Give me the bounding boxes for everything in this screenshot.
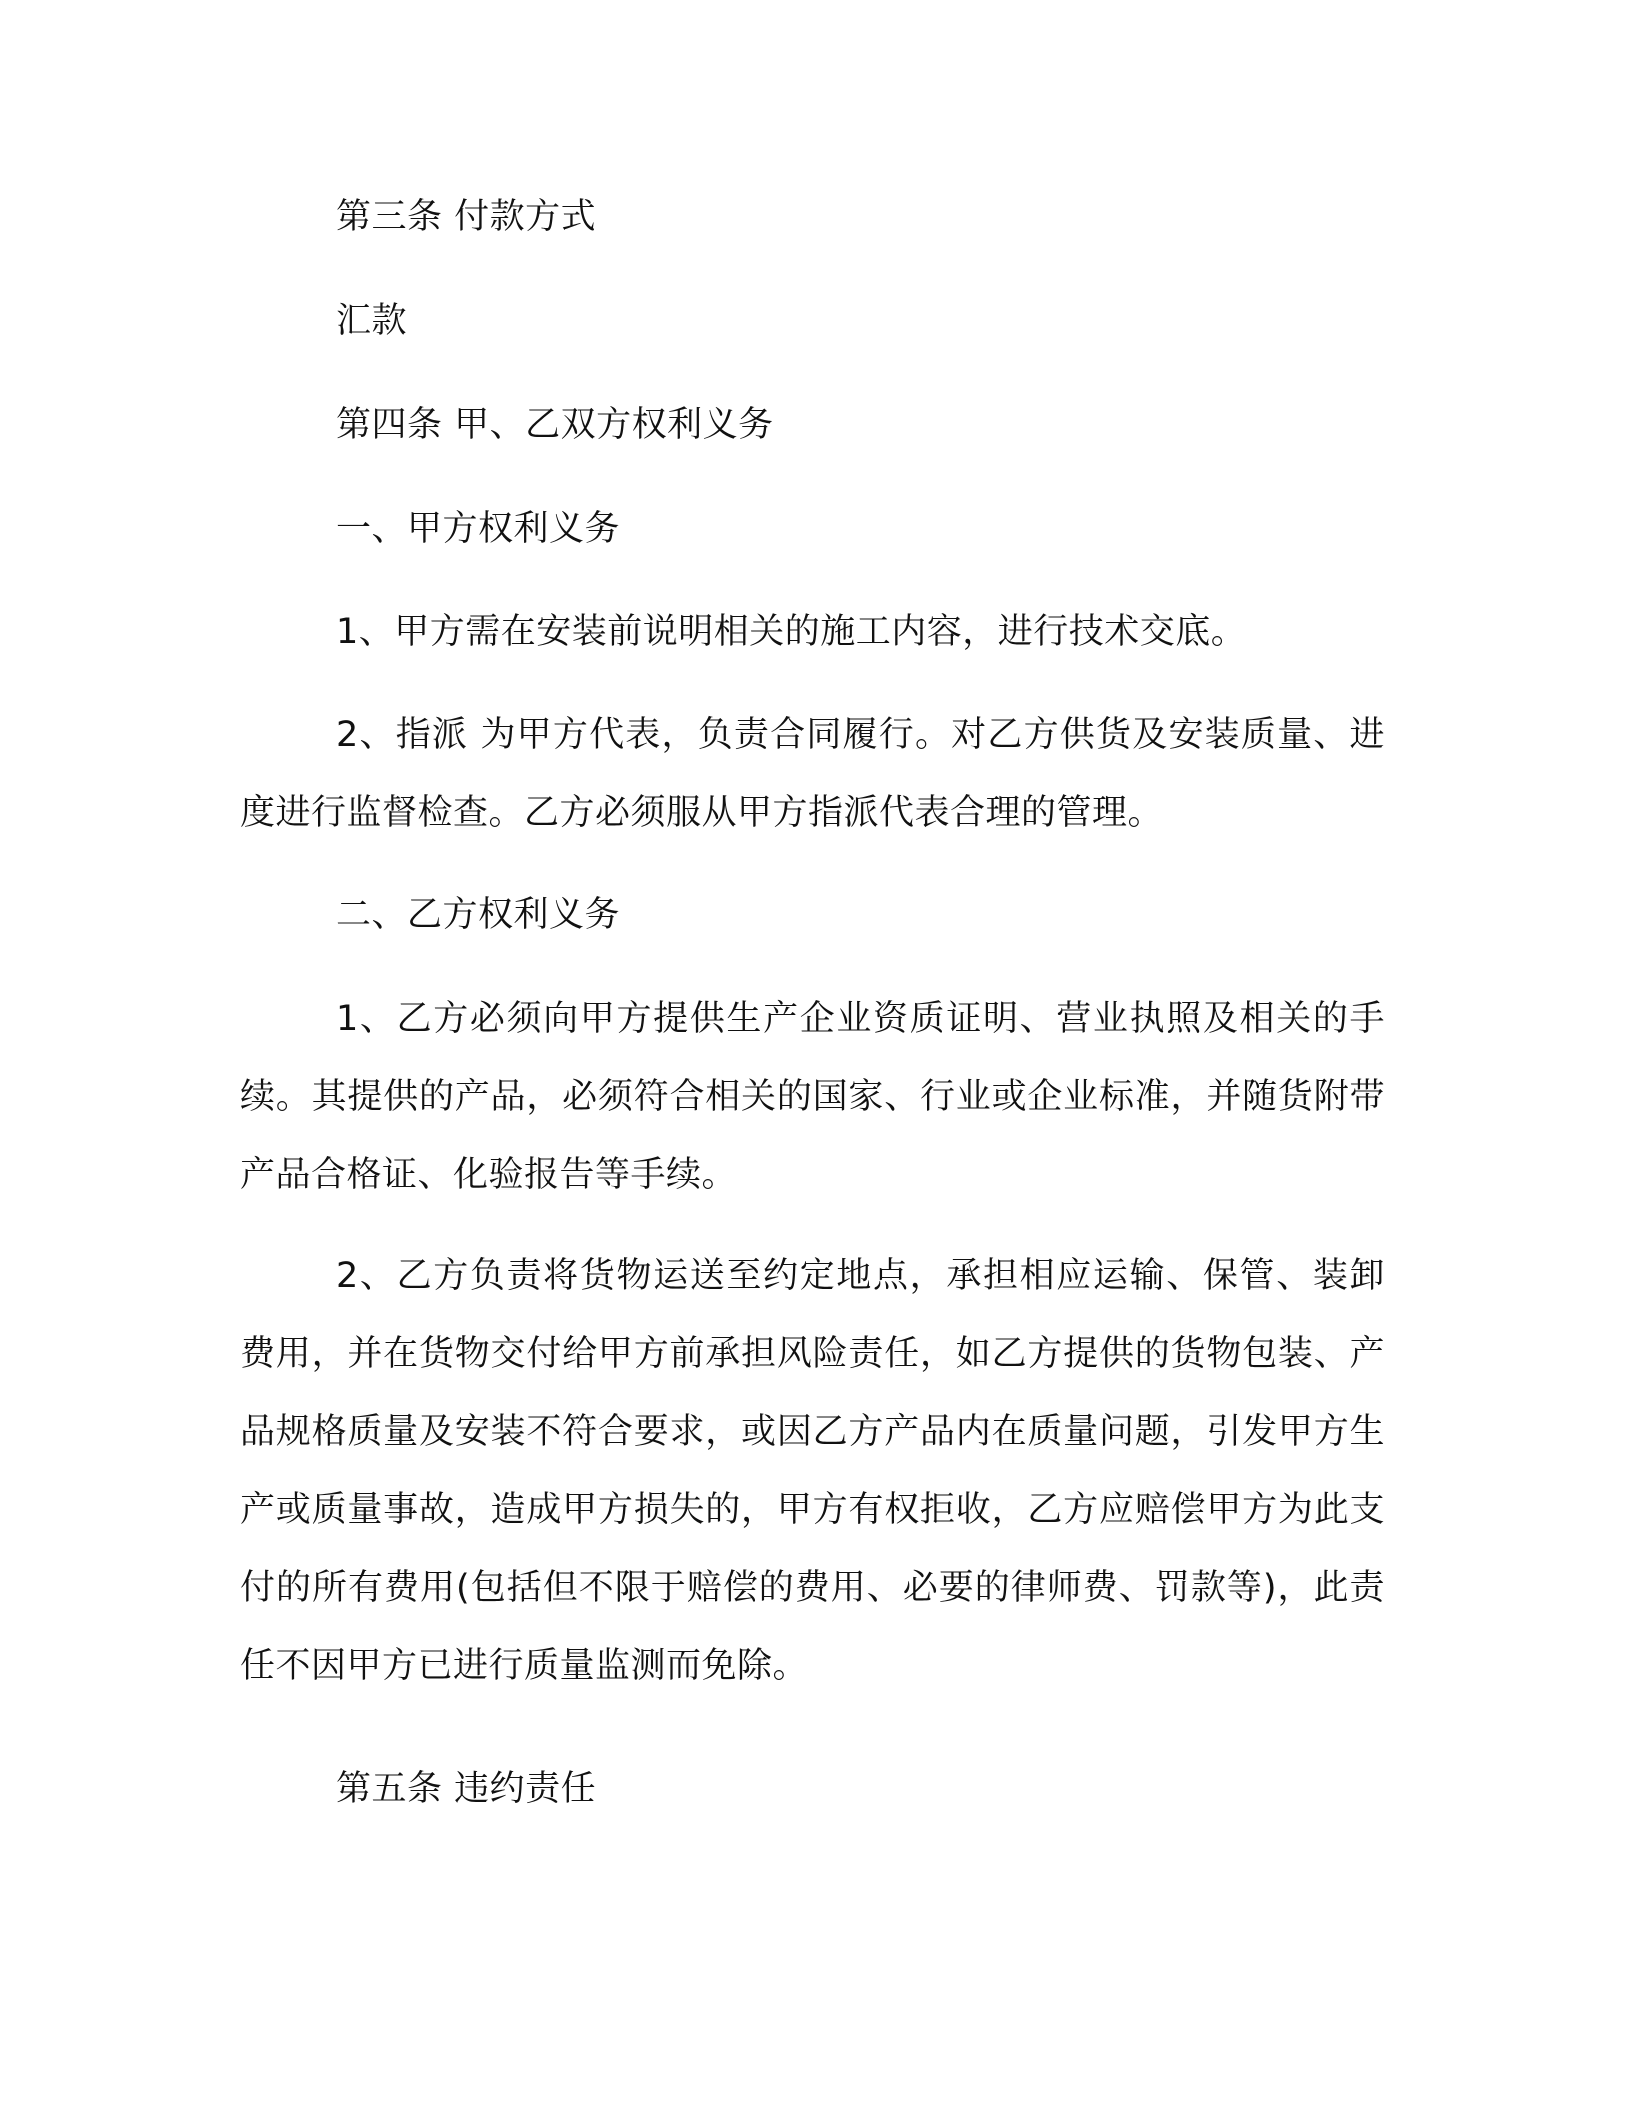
party-b-clause-2: 2、乙方负责将货物运送至约定地点，承担相应运输、保管、装卸费用，并在货物交付给甲方前承担风险责任，如乙方提供的货物包装、产品规格质量及安装不符合要求，或因乙方产品内在质量问题，引发甲方生产或质量事故，造成甲方损失的，甲方有权拒收，乙方应赔偿甲方为此支付的所有费用(包括但不限于赔偿的费用、必要的律师费、罚款等)，此责任不因甲方已进行质量监测而免除。 (240, 1256, 1385, 1686)
section-heading-liability: 第五条 违约责任 (336, 1769, 597, 1809)
party-b-clause-1: 1、乙方必须向甲方提供生产企业资质证明、营业执照及相关的手续。其提供的产品，必须符合相关的国家、行业或企业标准，并随货附带产品合格证、化验报告等手续。 (240, 999, 1385, 1195)
subheading-party-b: 二、乙方权利义务 (336, 895, 621, 935)
section-heading-payment: 第三条 付款方式 (336, 197, 597, 237)
subheading-party-a: 一、甲方权利义务 (336, 509, 621, 549)
party-a-clause-1: 1、甲方需在安装前说明相关的施工内容，进行技术交底。 (336, 612, 1247, 652)
section-heading-rights-obligations: 第四条 甲、乙双方权利义务 (336, 405, 774, 445)
payment-method-text: 汇款 (336, 301, 408, 341)
party-a-clause-2: 2、指派 为甲方代表，负责合同履行。对乙方供货及安装质量、进度进行监督检查。乙方必须服从甲方指派代表合理的管理。 (240, 715, 1385, 833)
